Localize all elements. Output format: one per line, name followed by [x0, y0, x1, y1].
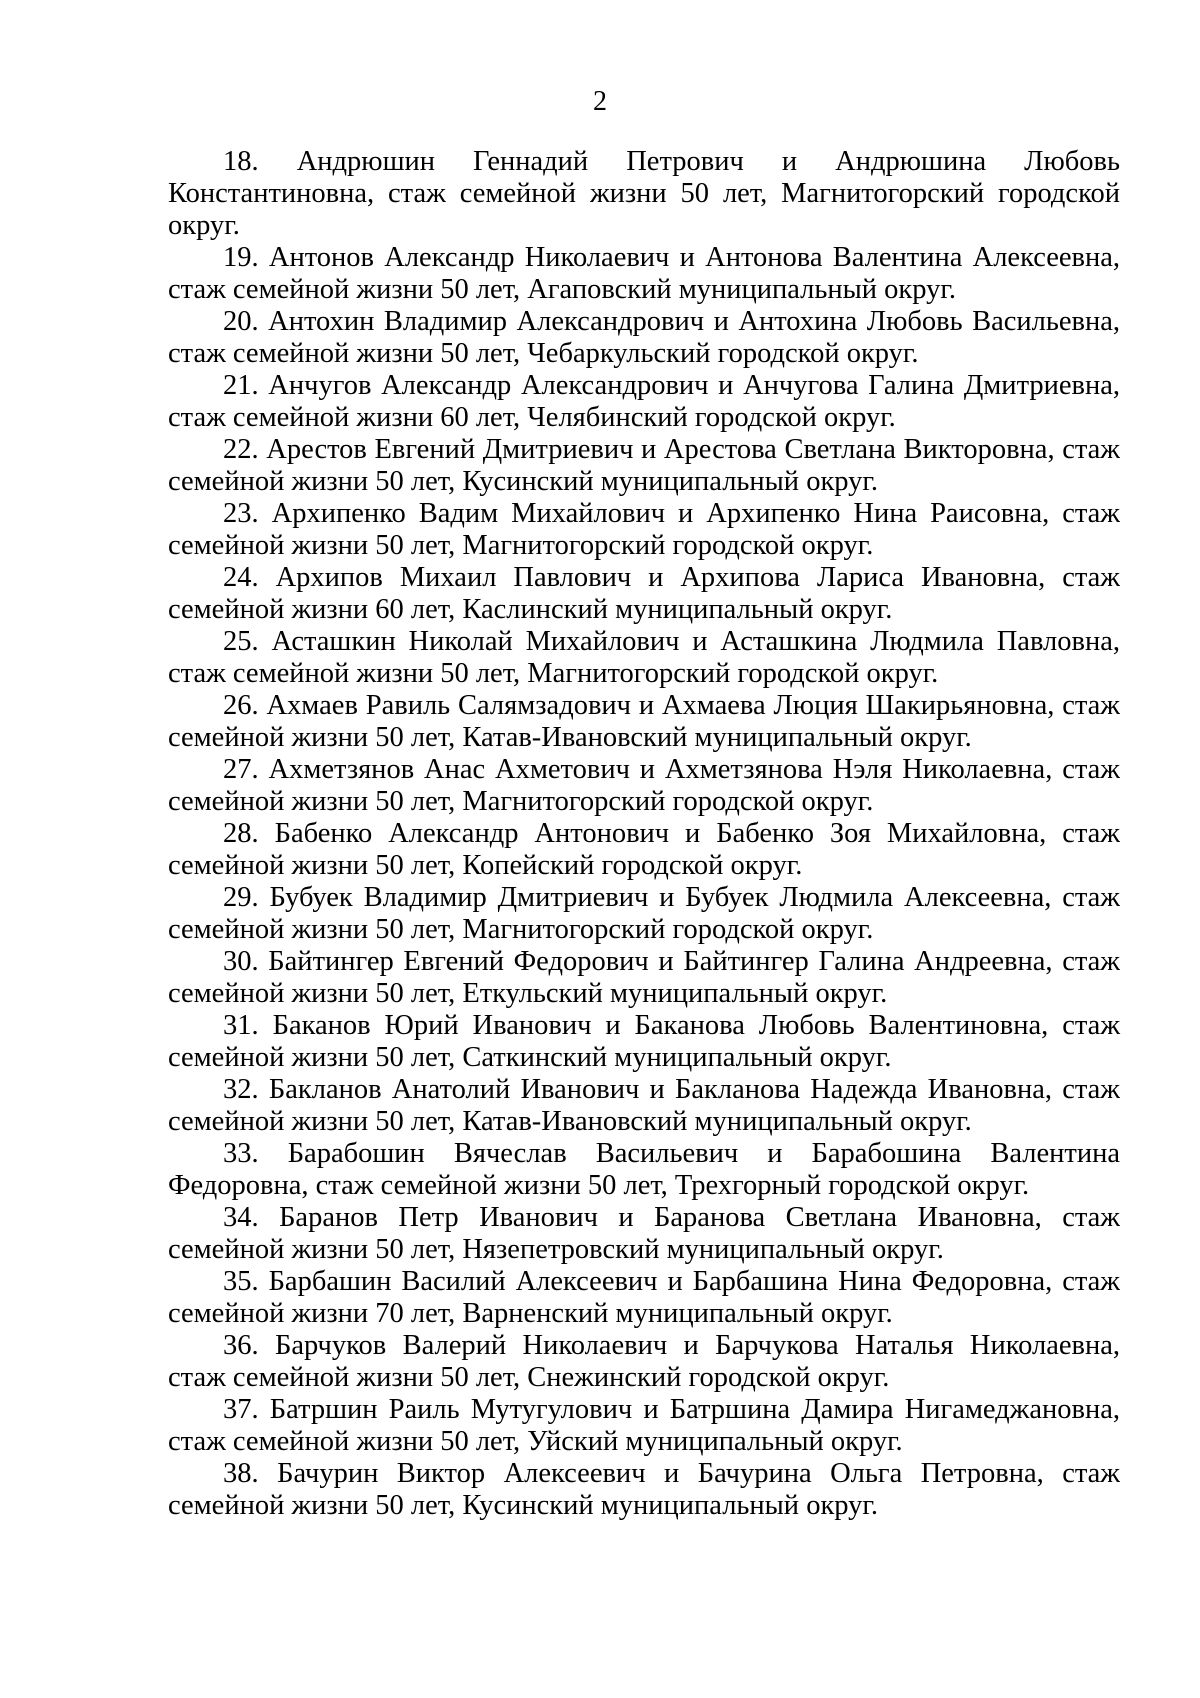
list-item-text: Бачурин Виктор Алексеевич и Бачурина Ольга Петровна, стаж семейной жизни 50 лет, Кусинский муниципальный округ.: [168, 1458, 1120, 1521]
list-item-text: Баканов Юрий Иванович и Баканова Любовь Валентиновна, стаж семейной жизни 50 лет, Саткинский муниципальный округ.: [168, 1010, 1121, 1073]
list-item-number: 20.: [223, 306, 259, 337]
list-item: [168, 1458, 1120, 1522]
list-item-text: Асташкин Николай Михайлович и Асташкина Людмила Павловна, стаж семейной жизни 50 лет, Магнитогорский городской округ.: [168, 626, 1120, 689]
list-item: [168, 818, 1120, 882]
list-item-number: 35.: [223, 1266, 259, 1297]
list-item-number: 28.: [223, 818, 259, 849]
list-item-number: 23.: [223, 498, 259, 529]
list-item-text: Архипенко Вадим Михайлович и Архипенко Нина Раисовна, стаж семейной жизни 50 лет, Магнитогорский городской округ.: [168, 498, 1120, 561]
list-item-number: 34.: [223, 1202, 259, 1233]
list-item-text: Антохин Владимир Александрович и Антохина Любовь Васильевна, стаж семейной жизни 50 лет, Чебаркульский городской округ.: [168, 306, 1120, 369]
list-item-text: Антонов Александр Николаевич и Антонова Валентина Алексеевна, стаж семейной жизни 50 лет, Агаповский муниципальный округ.: [168, 242, 1121, 305]
list-item-text: Андрюшин Геннадий Петрович и Андрюшина Любовь Константиновна, стаж семейной жизни 50 лет, Магнитогорский городской округ.: [168, 146, 1121, 241]
awardee-list: [168, 146, 1120, 1522]
list-item: [168, 1266, 1120, 1330]
list-item: [168, 562, 1120, 626]
list-item-number: 32.: [223, 1074, 259, 1105]
list-item: [168, 1202, 1120, 1266]
list-item: [168, 370, 1120, 434]
list-item: [168, 1330, 1120, 1394]
list-item-number: 21.: [223, 370, 259, 401]
list-item: [168, 882, 1120, 946]
list-item-text: Бабенко Александр Антонович и Бабенко Зоя Михайловна, стаж семейной жизни 50 лет, Копейский городской округ.: [168, 818, 1121, 881]
list-item: [168, 242, 1120, 306]
list-item-text: Баранов Петр Иванович и Баранова Светлана Ивановна, стаж семейной жизни 50 лет, Нязепетровский муниципальный округ.: [168, 1202, 1121, 1265]
list-item: [168, 626, 1120, 690]
list-item-text: Барабошин Вячеслав Васильевич и Барабошина Валентина Федоровна, стаж семейной жизни 50 лет, Трехгорный городской округ.: [168, 1138, 1120, 1201]
list-item-number: 27.: [223, 754, 259, 785]
list-item: [168, 146, 1120, 242]
list-item-number: 30.: [223, 946, 259, 977]
list-item-text: Ахмаев Равиль Салямзадович и Ахмаева Люция Шакирьяновна, стаж семейной жизни 50 лет, Катав-Ивановский муниципальный округ.: [168, 690, 1121, 753]
list-item-number: 24.: [223, 562, 259, 593]
list-item-text: Архипов Михаил Павлович и Архипова Лариса Ивановна, стаж семейной жизни 60 лет, Каслинский муниципальный округ.: [168, 562, 1120, 625]
list-item-text: Барчуков Валерий Николаевич и Барчукова Наталья Николаевна, стаж семейной жизни 50 лет, Снежинский городской округ.: [168, 1330, 1120, 1393]
list-item-text: Анчугов Александр Александрович и Анчугова Галина Дмитриевна, стаж семейной жизни 60 лет, Челябинский городской округ.: [168, 370, 1121, 433]
list-item-number: 25.: [223, 626, 259, 657]
list-item-text: Барбашин Василий Алексеевич и Барбашина Нина Федоровна, стаж семейной жизни 70 лет, Варненский муниципальный округ.: [168, 1266, 1120, 1329]
list-item-number: 38.: [223, 1458, 259, 1489]
list-item-number: 18.: [223, 146, 259, 177]
list-item: [168, 1138, 1120, 1202]
list-item-text: Ахметзянов Анас Ахметович и Ахметзянова Нэля Николаевна, стаж семейной жизни 50 лет, Магнитогорский городской округ.: [168, 754, 1120, 817]
list-item-text: Арестов Евгений Дмитриевич и Арестова Светлана Викторовна, стаж семейной жизни 50 лет, Кусинский муниципальный округ.: [168, 434, 1120, 497]
list-item: [168, 1394, 1120, 1458]
list-item: [168, 1010, 1120, 1074]
list-item-text: Бубуек Владимир Дмитриевич и Бубуек Людмила Алексеевна, стаж семейной жизни 50 лет, Магнитогорский городской округ.: [168, 882, 1120, 945]
list-item-number: 33.: [223, 1138, 259, 1169]
list-item-number: 31.: [223, 1010, 259, 1041]
list-item-number: 36.: [223, 1330, 259, 1361]
list-item-number: 22.: [223, 434, 259, 465]
list-item-text: Батршин Раиль Мутугулович и Батршина Дамира Нигамеджановна, стаж семейной жизни 50 лет, Уйский муниципальный округ.: [168, 1394, 1120, 1457]
list-item-number: 19.: [223, 242, 259, 273]
list-item-number: 37.: [223, 1394, 259, 1425]
page-number: 2: [593, 86, 607, 117]
list-item: [168, 306, 1120, 370]
list-item-text: Бакланов Анатолий Иванович и Бакланова Надежда Ивановна, стаж семейной жизни 50 лет, Катав-Ивановский муниципальный округ.: [168, 1074, 1120, 1137]
list-item: [168, 1074, 1120, 1138]
list-item-number: 29.: [223, 882, 259, 913]
list-item-text: Байтингер Евгений Федорович и Байтингер Галина Андреевна, стаж семейной жизни 50 лет, Еткульский муниципальный округ.: [168, 946, 1120, 1009]
list-item: [168, 434, 1120, 498]
list-item-number: 26.: [223, 690, 259, 721]
list-item: [168, 946, 1120, 1010]
list-item: [168, 754, 1120, 818]
list-item: [168, 690, 1120, 754]
list-item: [168, 498, 1120, 562]
